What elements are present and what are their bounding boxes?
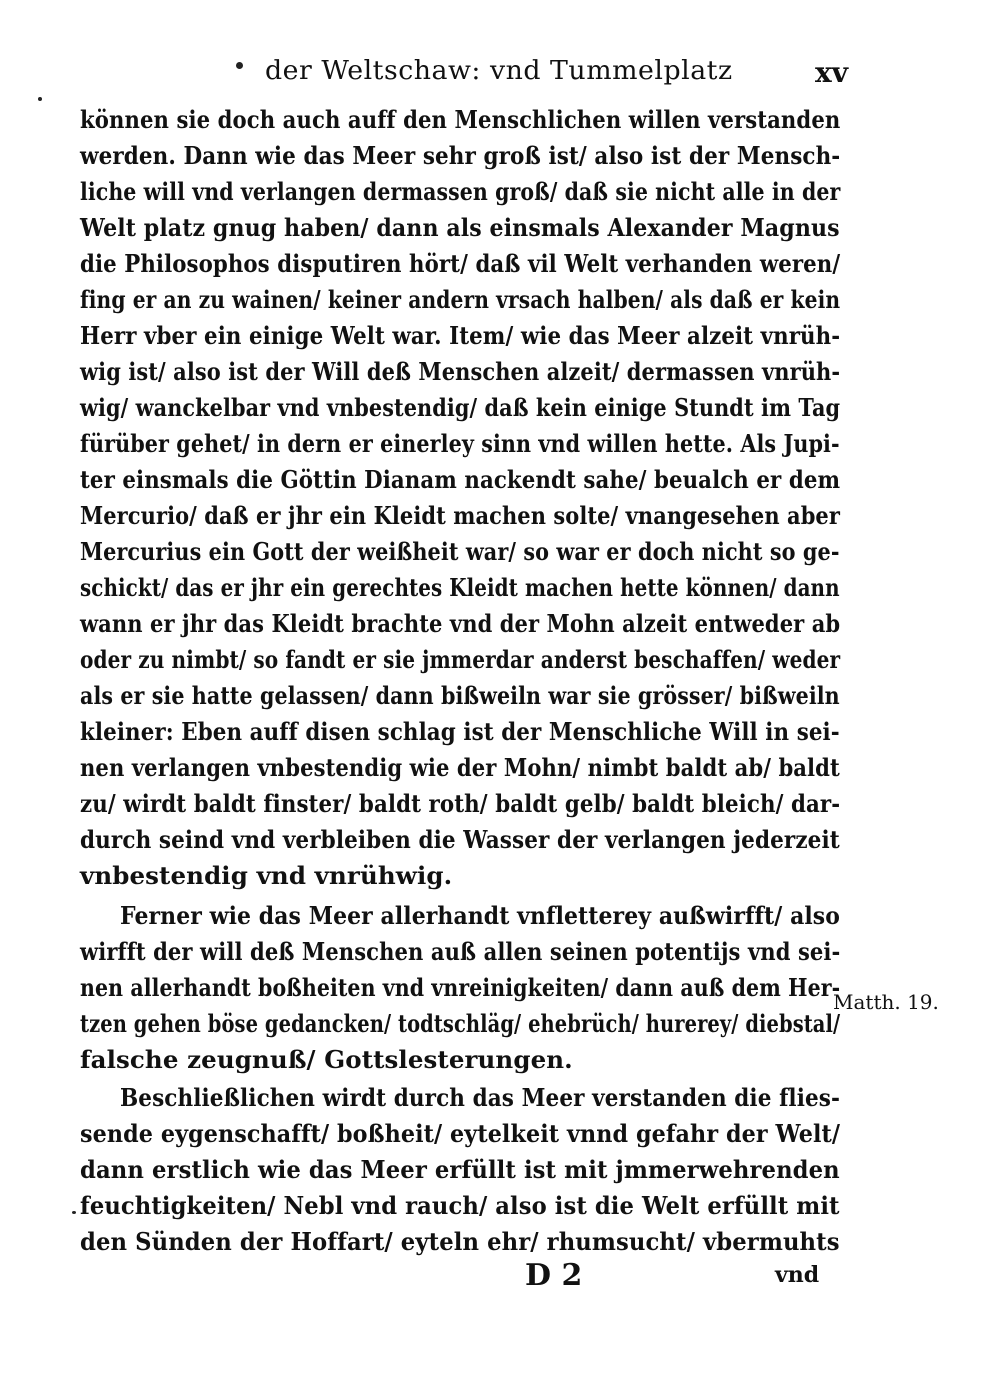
- text-line: fing er an zu wainen/ keiner andern vrsach halben/ als daß er kein: [80, 285, 841, 314]
- running-title: der Weltschaw: vnd Tummelplatz: [265, 56, 733, 86]
- text-line: vnbestendig vnd vnrühwig.: [80, 861, 453, 890]
- text-line: nen allerhandt boßheiten vnd vnreinigkeiten/ dann auß dem Her-: [80, 973, 841, 1002]
- text-line: ter einsmals die Göttin Dianam nackendt sahe/ beualch er dem: [80, 465, 841, 494]
- text-line: nen verlangen vnbestendig wie der Mohn/ nimbt baldt ab/ baldt: [80, 753, 840, 782]
- text-line: Herr vber ein einige Welt war. Item/ wie das Meer alzeit vnrüh-: [80, 321, 841, 350]
- catchword: vnd: [775, 1262, 820, 1288]
- signature-mark: D 2: [525, 1258, 583, 1293]
- text-line: als er sie hatte gelassen/ dann bißweiln war sie grösser/ bißweiln: [80, 681, 840, 710]
- text-line: wig ist/ also ist der Will deß Menschen alzeit/ dermassen vnrüh-: [80, 357, 841, 386]
- paragraph-start-line: Ferner wie das Meer allerhandt vnfletterey außwirfft/ also: [120, 901, 840, 930]
- text-line: schickt/ das er jhr ein gerechtes Kleidt machen hette können/ dann: [80, 573, 840, 602]
- paragraph-start-line: Beschließlichen wirdt durch das Meer verstanden die flies-: [120, 1083, 840, 1112]
- folio-number: xv: [815, 56, 848, 89]
- text-line: werden. Dann wie das Meer sehr groß ist/ also ist der Mensch-: [80, 141, 841, 170]
- text-line: können sie doch auch auff den Menschlichen willen verstanden: [80, 105, 841, 134]
- text-line: oder zu nimbt/ so fandt er sie jmmerdar anderst beschaffen/ weder: [80, 645, 841, 674]
- text-line: wirfft der will deß Menschen auß allen seinen potentijs vnd sei-: [80, 937, 841, 966]
- ink-speck: [236, 62, 243, 69]
- text-line: wig/ wanckelbar vnd vnbestendig/ daß kein einige Stundt im Tag: [80, 393, 841, 422]
- text-line: tzen gehen böse gedancken/ todtschläg/ ehebrüch/ hurerey/ diebstal/: [80, 1009, 841, 1038]
- text-line: dann erstlich wie das Meer erfüllt ist mit jmmerwehrenden: [80, 1155, 840, 1184]
- text-line: durch seind vnd verbleiben die Wasser der verlangen jederzeit: [80, 825, 840, 854]
- text-line: feuchtigkeiten/ Nebl vnd rauch/ also ist die Welt erfüllt mit: [80, 1191, 840, 1220]
- ink-speck: [38, 97, 42, 101]
- text-line: sende eygenschafft/ boßheit/ eytelkeit vnnd gefahr der Welt/: [80, 1119, 841, 1148]
- text-line: die Philosophos disputiren hört/ daß vil Welt verhanden weren/: [80, 249, 841, 278]
- text-line: den Sünden der Hoffart/ eyteln ehr/ rhumsucht/ vbermuhts: [80, 1227, 840, 1256]
- text-line: Mercurio/ daß er jhr ein Kleidt machen solte/ vnangesehen aber: [80, 501, 840, 530]
- marginal-note: Matth. 19.: [833, 990, 939, 1014]
- text-line: falsche zeugnuß/ Gottslesterungen.: [80, 1045, 573, 1074]
- text-line: Welt platz gnug haben/ dann als einsmals Alexander Magnus: [80, 213, 840, 242]
- text-line: kleiner: Eben auff disen schlag ist der Menschliche Will in sei-: [80, 717, 840, 746]
- text-line: fürüber gehet/ in dern er einerley sinn vnd willen hette. Als Jupi-: [80, 429, 840, 458]
- text-line: Mercurius ein Gott der weißheit war/ so war er doch nicht so ge-: [80, 537, 840, 566]
- text-line: zu/ wirdt baldt finster/ baldt roth/ baldt gelb/ baldt bleich/ dar-: [80, 789, 841, 818]
- text-line: liche will vnd verlangen dermassen groß/ daß sie nicht alle in der: [80, 177, 841, 206]
- ink-speck: [72, 1211, 76, 1214]
- text-line: wann er jhr das Kleidt brachte vnd der Mohn alzeit entweder ab: [80, 609, 841, 638]
